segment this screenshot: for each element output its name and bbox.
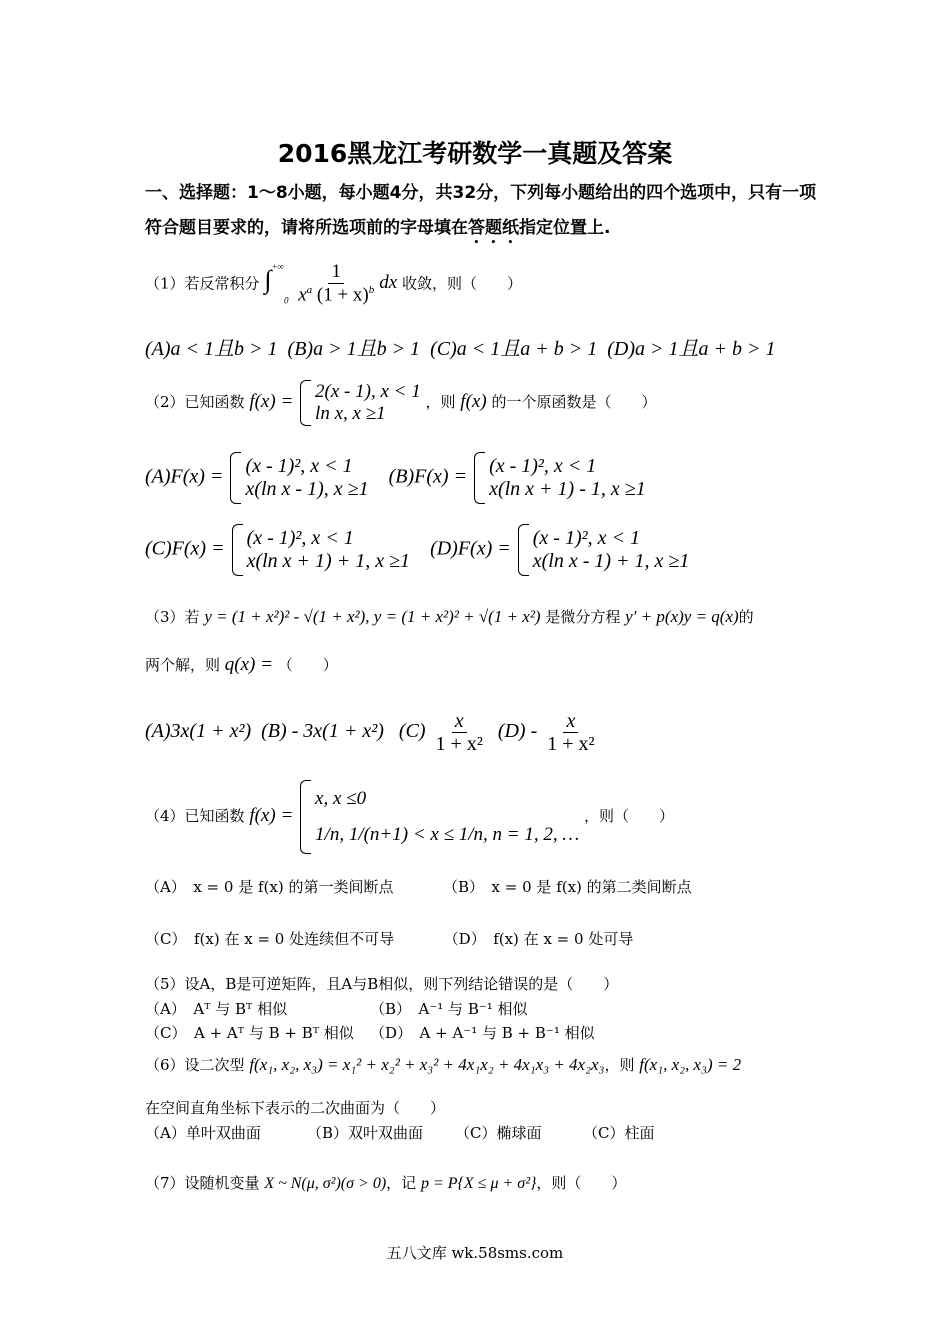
q4-row2: 1/n, 1/(n+1) < x ≤ 1/n, n = 1, 2, … — [315, 824, 580, 845]
intro-pre: 符合题目要求的，请将所选项前的字母填在 — [145, 218, 468, 238]
q7-mid: ，记 — [386, 1174, 417, 1192]
q1-option-a: (A)a < 1且b > 1 — [145, 338, 278, 360]
question-2 — [145, 380, 656, 426]
q2-option-a — [228, 452, 368, 504]
footer-source: 五八文库 wk.58sms.com — [386, 1244, 564, 1262]
q2-c-row1: (x - 1)², x < 1 — [246, 527, 354, 549]
question-4 — [145, 780, 674, 854]
question-6 — [145, 1054, 741, 1075]
q2-tail-pre: ，则 — [425, 393, 456, 411]
q2-row1: 2(x - 1), x < 1 — [315, 381, 421, 402]
q3-line2: 两个解，则 — [145, 656, 221, 674]
q2-d-row2: x(ln x - 1) + 1, x ≥1 — [532, 550, 690, 572]
section-intro-line2 — [145, 213, 610, 248]
q6-label: （6）设二次型 — [145, 1056, 245, 1074]
q2-b-row2: x(ln x + 1) - 1, x ≥1 — [489, 478, 646, 500]
intro-dotted: 答题纸 — [468, 218, 519, 238]
q2-option-d — [516, 524, 690, 576]
question-1 — [145, 262, 522, 306]
q3-eq: y = (1 + x²)² - √(1 + x²), y = (1 + x²)² + √(1 + x²) — [204, 607, 541, 626]
q4-fx: f(x) = — [249, 805, 294, 826]
q2-option-c — [230, 524, 410, 576]
q6-option-d: （C）柱面 — [583, 1124, 655, 1142]
question-3 — [145, 606, 754, 627]
q3-option-a: (A)3x(1 + x²) — [145, 720, 252, 743]
q2-option-b — [472, 452, 646, 504]
q4-label: （4）已知函数 — [145, 807, 245, 825]
q3-option-c: (C) — [398, 720, 426, 743]
q2-a-row2: x(ln x - 1), x ≥1 — [245, 478, 369, 500]
q3-qx: q(x) = — [224, 654, 273, 675]
q3-blank: （ ） — [277, 656, 338, 674]
q6-option-a: （A）单叶双曲面 — [145, 1124, 261, 1142]
q5-options-ab — [145, 998, 528, 1019]
q5-options-cd — [145, 1022, 595, 1043]
q3-ode: y′ + p(x)y = q(x) — [625, 607, 739, 626]
q4-option-a: （A） x = 0 是 f(x) 的第一类间断点 — [145, 878, 394, 896]
q5-option-a: （A） Aᵀ 与 Bᵀ 相似 — [145, 1000, 288, 1018]
q2-fx: f(x) = — [249, 391, 294, 412]
q4-tail: ，则（ ） — [584, 807, 675, 825]
q2-option-d-label: (D)F(x) = — [430, 537, 511, 560]
q6-mid: ，则 — [604, 1056, 635, 1074]
q3-tail: 的 — [738, 608, 754, 626]
q1-label: （1）若反常积分 — [145, 274, 260, 293]
q7-tail: ，则（ ） — [536, 1174, 627, 1192]
q1-tail: 收敛，则（ ） — [401, 274, 522, 293]
q5-option-c: （C） A + Aᵀ 与 B + Bᵀ 相似 — [145, 1024, 354, 1042]
q3-label: （3）若 — [145, 608, 200, 626]
q5-option-d: （D） A + A⁻¹ 与 B + B⁻¹ 相似 — [370, 1024, 595, 1042]
q2-options-cd — [145, 524, 689, 576]
intro-post: 指定位置上. — [519, 218, 611, 238]
q3-options — [145, 710, 600, 755]
q1-integral: ∫+∞0 $\frac{1}{x^a (1 + x)^b}$ dx — [264, 261, 402, 307]
q4-option-b: （B） x = 0 是 f(x) 的第二类间断点 — [443, 878, 692, 896]
question-7 — [145, 1172, 626, 1193]
q2-piecewise — [298, 380, 421, 426]
q7-label: （7）设随机变量 — [145, 1174, 260, 1192]
q6-form: f(x₁, x₂, x₃) = x₁² + x₂² + x₃² + 4x₁x₂ + 4x₁x₃ + 4x₂x₃ — [249, 1055, 605, 1074]
q2-label: （2）已知函数 — [145, 393, 245, 411]
q4-options-ab — [145, 876, 692, 897]
q2-b-row1: (x - 1)², x < 1 — [489, 455, 597, 477]
q3-option-d-frac: $\frac{x}{\text{1 + x²}}$ — [547, 710, 595, 755]
q6-cond: f(x₁, x₂, x₃) = 2 — [639, 1055, 742, 1074]
q1-option-d: (D)a > 1且a + b > 1 — [607, 338, 776, 360]
q2-d-row1: (x - 1)², x < 1 — [532, 527, 640, 549]
q4-row1: x, x ≤0 — [315, 788, 367, 809]
q2-fx-ref: f(x) — [460, 391, 487, 412]
q4-options-cd — [145, 928, 633, 949]
page-title: 2016黑龙江考研数学一真题及答案 — [277, 139, 673, 168]
q6-options — [145, 1122, 654, 1143]
question-3-line2 — [145, 654, 338, 676]
q5-stem: （5）设A，B是可逆矩阵，且A与B相似，则下列结论错误的是（ ） — [145, 975, 619, 993]
q1-option-b: (B)a > 1且b > 1 — [287, 338, 421, 360]
q3-option-b: (B) - 3x(1 + x²) — [261, 720, 384, 743]
q1-options — [145, 332, 775, 361]
q7-dist: X ~ N(μ, σ²)(σ > 0) — [264, 1175, 387, 1192]
q2-a-row1: (x - 1)², x < 1 — [245, 455, 353, 477]
section-intro-line1: 一、选择题：1～8小题，每小题4分，共32分，下列每小题给出的四个选项中，只有一项 — [145, 183, 817, 203]
q6-option-c: （C）椭球面 — [455, 1124, 542, 1142]
q1-option-c: (C)a < 1且a + b > 1 — [430, 338, 598, 360]
q2-option-a-label: (A)F(x) = — [145, 465, 224, 488]
q6-option-b: （B）双叶双曲面 — [307, 1124, 424, 1142]
q4-option-d: （D） f(x) 在 x = 0 处可导 — [443, 930, 634, 948]
q6-line2: 在空间直角坐标下表示的二次曲面为（ ） — [145, 1099, 446, 1117]
q3-mid: 是微分方程 — [545, 608, 621, 626]
q3-option-c-frac: $\frac{x}{\text{1 + x²}}$ — [435, 710, 483, 755]
q2-option-c-label: (C)F(x) = — [145, 537, 225, 560]
q4-option-c: （C） f(x) 在 x = 0 处连续但不可导 — [145, 930, 395, 948]
q4-piecewise — [298, 780, 579, 854]
q2-c-row2: x(ln x + 1) + 1, x ≥1 — [246, 550, 411, 572]
q7-p: p = P{X ≤ μ + σ²} — [420, 1175, 537, 1192]
q3-option-d: (D) - — [497, 720, 538, 743]
q2-row2: ln x, x ≥1 — [315, 403, 386, 424]
q2-options-ab — [145, 452, 646, 504]
q2-option-b-label: (B)F(x) = — [388, 465, 468, 488]
q2-tail-post: 的一个原函数是（ ） — [491, 393, 657, 411]
q5-option-b: （B） A⁻¹ 与 B⁻¹ 相似 — [370, 1000, 528, 1018]
